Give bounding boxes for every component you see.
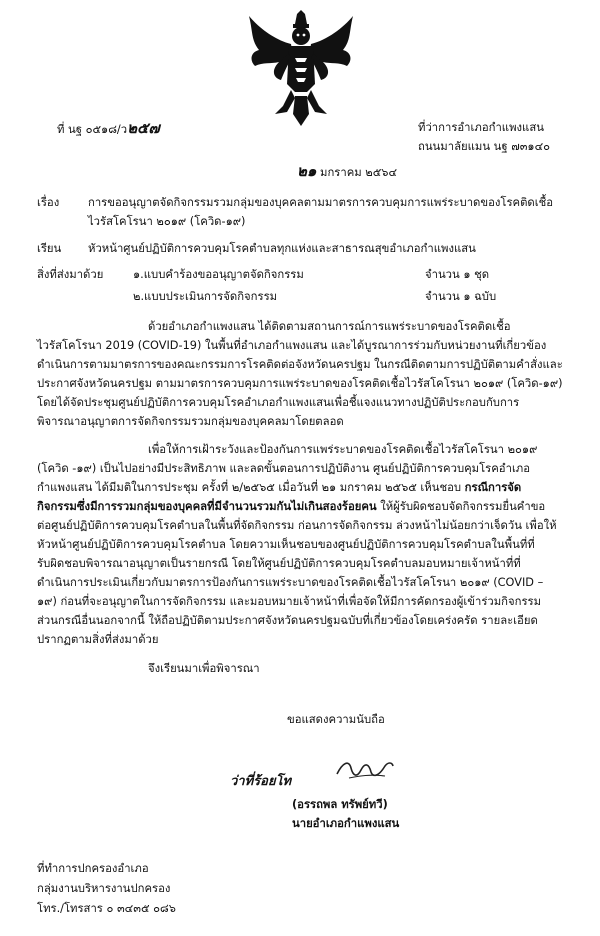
closing-request: จึงเรียนมาเพื่อพิจารณา	[148, 662, 260, 675]
subject-label: เรื่อง	[37, 196, 60, 209]
enclosure-item-2: ๒.แบบประเมินการจัดกิจกรรม	[133, 290, 278, 303]
para2-line-4-bold: กิจกรรมซึ่งมีการรวมกลุ่มของบุคคลที่มีจำนวนรวมกันไม่เกินสองร้อยคน	[37, 500, 377, 513]
para2-line-10: ส่วนกรณีอื่นนอกจากนี้ ให้ถือปฏิบัติตามประกาศจังหวัดนครปฐมฉบับที่เกี่ยวข้องโดยเคร่งครัด รายละเอียด	[37, 614, 538, 627]
para2-line-3	[37, 481, 521, 495]
para1-line-1: ด้วยอำเภอกำแพงแสน ได้ติดตามสถานการณ์การแพร่ระบาดของโรคติดเชื้อ	[148, 320, 511, 333]
signer-rank: ว่าที่ร้อยโท	[230, 774, 292, 789]
para2-line-3-bold: กรณีการจัด	[464, 481, 522, 494]
footer-office: ที่ทำการปกครองอำเภอ	[37, 862, 149, 875]
para2-line-3-text: กำแพงแสน ได้มีมติในการประชุม ครั้งที่ ๒/๒๕๖๕ เมื่อวันที่ ๒๑ มกราคม ๒๕๖๕ เห็นชอบ	[37, 481, 465, 494]
office-address: ถนนมาลัยแมน นฐ ๗๓๑๔๐	[418, 140, 551, 153]
closing-regards: ขอแสดงความนับถือ	[287, 713, 385, 726]
reference-handwritten-number: ๒๕๗	[127, 119, 160, 137]
para1-line-3: ดำเนินการตามมาตรการของคณะกรรมการโรคติดต่อจังหวัดนครปฐม ในกรณีติดตามการปฏิบัติตามคำสั่งและ	[37, 358, 563, 371]
enclosure-qty-1: จำนวน ๑ ชุด	[425, 268, 490, 281]
signer-name: (อรรถพล ทรัพย์ทวี)	[292, 798, 388, 811]
subject-line-1: การขออนุญาตจัดกิจกรรมรวมกลุ่มของบุคคลตามมาตรการควบคุมการแพร่ระบาดของโรคติดเชื้อ	[88, 196, 554, 209]
garuda-emblem-icon	[245, 10, 357, 130]
signer-title: นายอำเภอกำแพงแสน	[292, 817, 400, 830]
office-name: ที่ว่าการอำเภอกำแพงแสน	[418, 121, 544, 134]
para2-line-1: เพื่อให้การเฝ้าระวังและป้องกันการแพร่ระบาดของโรคติดเชื้อไวรัสโคโรนา ๒๐๑๙	[148, 443, 538, 456]
subject-line-2: ไวรัสโคโรนา ๒๐๑๙ (โควิด-๑๙)	[88, 215, 246, 228]
letter-date	[297, 164, 397, 180]
para2-line-4-text: ให้ผู้รับผิดชอบจัดกิจกรรมยื่นคำขอ	[376, 500, 546, 513]
para2-line-6: หัวหน้าศูนย์ปฏิบัติการควบคุมโรคตำบล โดยความเห็นชอบของศูนย์ปฏิบัติการควบคุมโรคตำบลในพื้นที่ที่	[37, 538, 535, 551]
enclosure-label: สิ่งที่ส่งมาด้วย	[37, 268, 104, 281]
para2-line-11: ปรากฏตามสิ่งที่ส่งมาด้วย	[37, 633, 159, 646]
para1-line-6: พิจารณาอนุญาตการจัดกิจกรรมรวมกลุ่มของบุคคลมาโดยตลอด	[37, 415, 344, 428]
para2-line-2: (โควิด -๑๙) เป็นไปอย่างมีประสิทธิภาพ และลดขั้นตอนการปฏิบัติงาน ศูนย์ปฏิบัติการควบคุมโรคอำเภอ	[37, 462, 531, 475]
enclosure-qty-2: จำนวน ๑ ฉบับ	[425, 290, 497, 303]
para2-line-9: ๑๙) ก่อนที่จะอนุญาตในการจัดกิจกรรม และมอบหมายเจ้าหน้าที่เพื่อจัดให้มีการคัดกรองผู้เข้าร่วมกิจกรรม	[37, 595, 542, 608]
date-handwritten-day: ๒๑	[297, 162, 317, 180]
para2-line-7: รับผิดชอบพิจารณาอนุญาตเป็นรายกรณี โดยให้ศูนย์ปฏิบัติการควบคุมโรคตำบลมอบหมายเจ้าหน้าที่ที่	[37, 557, 521, 570]
reference-prefix: ที่ นฐ ๐๕๑๘/ว	[57, 123, 128, 136]
handwritten-signature	[335, 756, 395, 782]
reference-number	[57, 121, 160, 137]
para2-line-8: ดำเนินการประเมินเกี่ยวกับมาตรการป้องกันการแพร่ระบาดของโรคติดเชื้อไวรัสโคโรนา ๒๐๑๙ (COVID –	[37, 576, 544, 589]
para1-line-2: ไวรัสโคโรนา 2019 (COVID-19) ในพื้นที่อำเภอกำแพงแสน และได้บูรณาการร่วมกับหน่วยงานที่เกี่ยวข้อง	[37, 339, 547, 352]
footer-phone: โทร./โทรสาร ๐ ๓๔๓๕ ๐๘๖	[37, 902, 176, 915]
footer-division: กลุ่มงานบริหารงานปกครอง	[37, 882, 171, 895]
enclosure-item-1: ๑.แบบคำร้องขออนุญาตจัดกิจกรรม	[133, 268, 304, 281]
para1-line-4: ประกาศจังหวัดนครปฐม ตามมาตรการควบคุมการแพร่ระบาดของโรคติดเชื้อไวรัสโคโรนา ๒๐๑๙ (โควิด-๑๙)	[37, 377, 563, 390]
para2-line-4	[37, 500, 545, 514]
addressee-text: หัวหน้าศูนย์ปฏิบัติการควบคุมโรคตำบลทุกแห่งและสาธารณสุขอำเภอกำแพงแสน	[88, 242, 476, 255]
para1-line-5: โดยได้จัดประชุมศูนย์ปฏิบัติการควบคุมโรคอำเภอกำแพงแสนเพื่อชี้แจงแนวทางปฏิบัติประกอบกับการ	[37, 396, 520, 409]
date-month-year: มกราคม ๒๕๖๔	[320, 166, 398, 179]
addressee-label: เรียน	[37, 242, 62, 255]
para2-line-5: ต่อศูนย์ปฏิบัติการควบคุมโรคตำบลในพื้นที่จัดกิจกรรม ก่อนการจัดกิจกรรม ล่วงหน้าไม่น้อยกว่าเจ็ดวัน เพื่อให้	[37, 519, 557, 532]
